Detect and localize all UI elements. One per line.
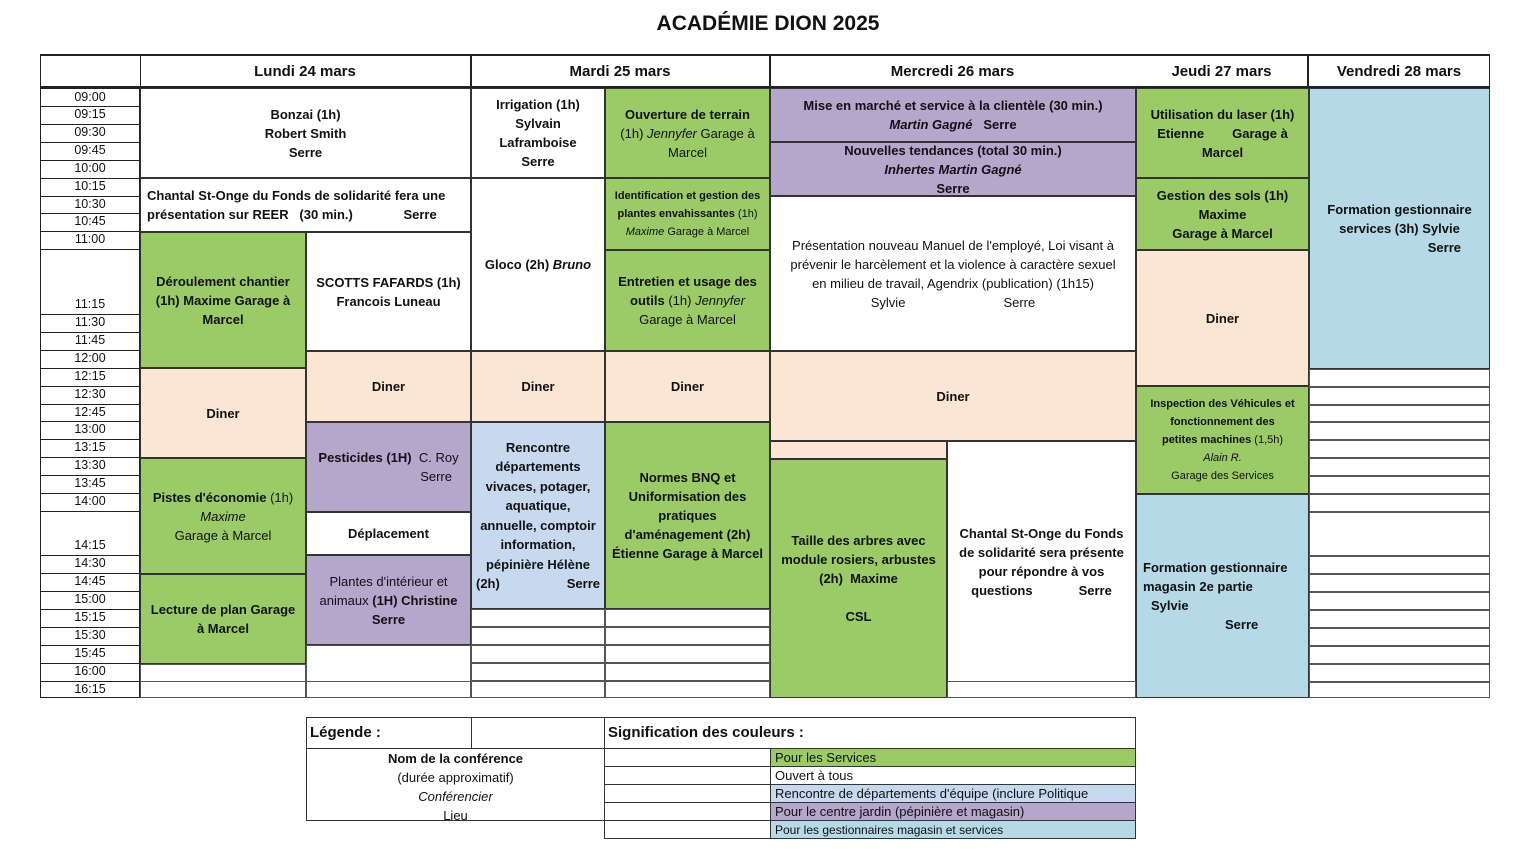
session-location: Serre xyxy=(1427,240,1461,255)
lunch-monday-2: Diner xyxy=(306,351,471,422)
session-speaker: Sylvie xyxy=(1151,598,1189,613)
grid-line xyxy=(40,160,140,161)
time-label: 09:00 xyxy=(74,90,106,104)
day-header-monday: Lundi 24 mars xyxy=(254,62,356,80)
session-location: Serre xyxy=(521,154,555,169)
grid-line xyxy=(40,493,140,494)
session-title: Normes BNQ et xyxy=(639,470,736,485)
legend-cell xyxy=(604,748,771,767)
session-rencontre-departements xyxy=(471,422,605,609)
session-location: Garage des Services xyxy=(1171,470,1274,482)
session-title: Taille des arbres avec xyxy=(791,533,926,548)
legend-cell xyxy=(604,802,771,821)
session-chantal-reer xyxy=(140,178,471,232)
session-gestion-sols xyxy=(1136,178,1309,250)
empty-slot xyxy=(471,609,605,627)
grid-line xyxy=(40,555,140,556)
time-label: 12:45 xyxy=(74,405,106,419)
session-title: Formation gestionnaire xyxy=(1143,560,1288,575)
session-formation-magasin xyxy=(1136,494,1309,698)
session-ouverture-terrain xyxy=(605,88,770,178)
session-taille-arbres xyxy=(770,459,947,698)
grid-line xyxy=(40,231,140,232)
empty-slot xyxy=(1309,512,1490,556)
session-title-cont: fonctionnement des xyxy=(1170,416,1275,428)
session-speaker: Francois Luneau xyxy=(336,293,441,309)
session-location: Garage à xyxy=(1232,125,1288,141)
time-label: 14:15 xyxy=(74,538,106,552)
empty-slot xyxy=(605,663,770,681)
time-label: 15:00 xyxy=(74,592,106,606)
session-title: SCOTTS FAFARDS (1h) xyxy=(316,274,461,290)
empty-slot xyxy=(471,645,605,663)
empty-slot xyxy=(471,627,605,645)
session-title: Formation gestionnaire xyxy=(1327,202,1472,217)
legend-color-services: Pour les Services xyxy=(770,748,1136,767)
session-title: Ouverture de terrain xyxy=(625,106,750,122)
time-label: 12:00 xyxy=(74,351,106,365)
session-title-cont: information, xyxy=(500,537,576,552)
legend-color-rencontre: Rencontre de départements d'équipe (inclure Politique xyxy=(770,784,1136,803)
session-title-cont: plantes envahissantes xyxy=(617,208,735,220)
session-title-cont: d'aménagement (2h) xyxy=(624,527,751,542)
session-location: Garage à xyxy=(696,125,755,141)
time-label: 14:00 xyxy=(74,494,106,508)
session-mise-en-marche xyxy=(770,88,1136,142)
grid-line xyxy=(40,681,140,682)
session-location: Serre xyxy=(420,469,452,484)
session-duration: (1h) xyxy=(664,293,696,308)
time-label: 10:45 xyxy=(74,214,106,228)
grid-line xyxy=(140,54,141,88)
session-duration: (2h) xyxy=(476,576,500,591)
time-label: 15:30 xyxy=(74,628,106,642)
session-location: Serre xyxy=(566,576,600,591)
time-label: 16:15 xyxy=(74,682,106,696)
session-speaker: Inhertes Martin Gagné xyxy=(884,161,1022,177)
empty-slot xyxy=(306,645,471,682)
grid-line xyxy=(40,439,140,440)
session-title-cont: prévenir le harcèlement et la violence à caractère sexuel xyxy=(790,256,1116,272)
time-label: 09:15 xyxy=(74,107,106,121)
grid-line xyxy=(40,142,140,143)
session-irrigation xyxy=(471,88,605,178)
grid-line xyxy=(40,314,140,315)
grid-line xyxy=(40,106,140,107)
lunch-monday-1: Diner xyxy=(140,368,306,458)
session-normes-bnq xyxy=(605,422,770,609)
session-scotts-fafards xyxy=(306,232,471,351)
legend-cell xyxy=(604,784,771,803)
grid-line xyxy=(40,421,140,422)
empty-slot xyxy=(471,663,605,681)
grid-line xyxy=(40,573,140,574)
empty-slot xyxy=(1309,422,1490,440)
grid-line xyxy=(40,124,140,125)
grid-line xyxy=(40,368,140,369)
legend-line-duration: (durée approximatif) xyxy=(397,770,514,785)
empty-slot xyxy=(605,681,770,698)
session-speaker: Alain R. xyxy=(1203,452,1242,464)
empty-slot xyxy=(471,681,605,698)
time-label: 16:00 xyxy=(74,664,106,678)
session-title: Déroulement chantier xyxy=(156,273,290,289)
session-duration: (1h) xyxy=(620,125,648,141)
session-lecture-plan xyxy=(140,574,306,664)
time-label: 12:30 xyxy=(74,387,106,401)
empty-slot xyxy=(1309,628,1490,646)
session-title: Gestion des sols (1h) xyxy=(1156,187,1289,203)
legend-explanation xyxy=(306,748,605,821)
time-label: 14:45 xyxy=(74,574,106,588)
session-title: Plantes d'intérieur et xyxy=(329,573,448,589)
empty-slot xyxy=(1309,556,1490,574)
session-location-cont: Marcel xyxy=(667,144,707,160)
empty-slot xyxy=(605,609,770,627)
session-title: Bonzai (1h) xyxy=(270,106,341,122)
empty-slot xyxy=(1309,664,1490,682)
page-title: ACADÉMIE DION 2025 xyxy=(656,12,880,35)
time-label: 13:15 xyxy=(74,440,106,454)
session-deroulement-chantier xyxy=(140,232,306,368)
legend-line-name: Nom de la conférence xyxy=(387,751,524,766)
session-speaker: Maxime xyxy=(625,226,665,238)
session-speaker: Jennyfer xyxy=(695,293,745,308)
session-title-cont: module rosiers, arbustes xyxy=(781,552,936,567)
session-title: Identification et gestion des xyxy=(614,190,761,202)
session-title-cont: animaux xyxy=(319,592,373,608)
legend-color-ouvert: Ouvert à tous xyxy=(770,766,1136,785)
session-location: CSL xyxy=(845,609,872,624)
empty-slot xyxy=(1309,476,1490,494)
empty-slot xyxy=(1309,387,1490,405)
session-title-cont: pratiques xyxy=(658,508,717,523)
session-speaker: C. Roy xyxy=(411,450,459,465)
grid-line xyxy=(40,697,140,698)
session-speaker: (1H) Christine xyxy=(372,592,458,608)
session-location: Serre xyxy=(288,144,323,160)
session-title-cont: de solidarité sera présente xyxy=(959,544,1124,560)
session-duration: (1,5h) xyxy=(1251,434,1284,446)
day-header-tuesday: Mardi 25 mars xyxy=(569,62,671,80)
time-label: 13:45 xyxy=(74,476,106,490)
grid-line xyxy=(40,249,140,250)
empty-slot xyxy=(1309,369,1490,387)
session-title-cont: aquatique, xyxy=(505,498,571,513)
lunch-tuesday-2: Diner xyxy=(605,351,770,422)
session-title-cont: pour répondre à vos xyxy=(978,563,1105,579)
session-location: Garage à Marcel xyxy=(639,312,736,327)
session-speaker: Robert Smith xyxy=(264,125,347,141)
time-label: 15:45 xyxy=(74,646,106,660)
session-location: Serre xyxy=(1003,294,1036,310)
grid-line xyxy=(40,88,140,89)
empty-slot xyxy=(1309,440,1490,458)
time-label: 15:15 xyxy=(74,610,106,624)
session-location-cont: Marcel xyxy=(1201,144,1244,160)
grid-line xyxy=(40,386,140,387)
grid-line xyxy=(40,404,140,405)
time-label: 10:30 xyxy=(74,197,106,211)
empty-slot xyxy=(306,681,471,698)
session-speaker: Sylvain xyxy=(515,116,561,131)
session-title: Lecture de plan Garage xyxy=(150,602,296,617)
session-title-cont: départements xyxy=(495,459,581,474)
session-location: Garage à Marcel xyxy=(664,226,750,238)
session-speaker: (1h) Maxime Garage à xyxy=(155,292,291,308)
legend-color-gestionnaires: Pour les gestionnaires magasin et services xyxy=(770,820,1136,839)
empty-slot xyxy=(140,664,306,682)
session-title: Présentation nouveau Manuel de l'employé, Loi visant à xyxy=(792,237,1114,253)
legend-label: Légende : xyxy=(310,724,381,741)
empty-slot xyxy=(1309,592,1490,610)
session-speaker: pépinière Hélène xyxy=(485,556,591,572)
session-title-cont: vivaces, potager, xyxy=(485,478,591,494)
session-speaker: Étienne Garage à Marcel xyxy=(611,546,763,561)
time-label: 11:00 xyxy=(74,232,106,246)
empty-slot xyxy=(605,627,770,645)
session-details: présentation sur REER (30 min.) Serre xyxy=(147,207,437,222)
empty-slot xyxy=(1309,574,1490,592)
grid-line xyxy=(470,54,472,88)
time-label: 13:30 xyxy=(74,458,106,472)
grid-line xyxy=(1489,54,1490,88)
time-label: 11:15 xyxy=(74,297,106,311)
session-identification-plantes xyxy=(605,178,770,250)
legend-cell xyxy=(604,766,771,785)
grid-line xyxy=(769,54,771,88)
day-header-thursday: Jeudi 27 mars xyxy=(1171,62,1272,80)
session-pistes-economie xyxy=(140,458,306,574)
session-location: Serre xyxy=(1225,617,1259,632)
session-title-cont: en milieu de travail, Agendrix (publication) (1h15) xyxy=(812,275,1094,291)
session-title: Inspection des Véhicules et xyxy=(1150,398,1295,410)
session-speaker: Bruno xyxy=(552,257,592,272)
session-title: Nouvelles tendances (total 30 min.) xyxy=(844,142,1062,158)
legend-label-cell xyxy=(306,717,472,749)
empty-slot xyxy=(1309,682,1490,698)
session-formation-services xyxy=(1309,88,1490,369)
session-pesticides xyxy=(306,422,471,512)
grid-line xyxy=(40,475,140,476)
session-speaker: Etienne xyxy=(1157,125,1205,141)
legend-cell xyxy=(471,717,605,749)
time-label: 09:45 xyxy=(74,143,106,157)
session-duration: (1h) xyxy=(734,208,758,220)
grid-line xyxy=(1307,54,1309,88)
session-speaker: services (3h) Sylvie xyxy=(1339,221,1460,236)
session-location: Garage à Marcel xyxy=(174,527,272,543)
session-speaker: Sylvie xyxy=(870,294,906,310)
session-location: Serre xyxy=(983,117,1017,132)
empty-slot xyxy=(1309,405,1490,422)
session-location: Garage à Marcel xyxy=(1172,225,1273,241)
lunch-thursday: Diner xyxy=(1136,250,1309,386)
grid-line xyxy=(40,627,140,628)
time-label: 10:00 xyxy=(74,161,106,175)
session-speaker: Martin Gagné xyxy=(889,117,973,132)
legend-line-speaker: Conférencier xyxy=(418,789,493,804)
session-deplacement: Déplacement xyxy=(306,512,471,555)
session-location: Marcel xyxy=(202,311,244,327)
session-title: Gloco (2h) xyxy=(484,257,553,272)
legend-line-location: Lieu xyxy=(443,808,468,823)
session-title: Utilisation du laser (1h) xyxy=(1150,106,1295,122)
session-title-cont: outils xyxy=(630,293,665,308)
legend-colors-title: Signification des couleurs : xyxy=(608,724,804,741)
session-title: Entretien et usage des xyxy=(618,274,757,289)
session-speaker: (2h) Maxime xyxy=(819,571,898,586)
empty-slot xyxy=(1309,494,1490,512)
grid-line xyxy=(40,457,140,458)
grid-line xyxy=(40,609,140,610)
session-speaker-cont: Laframboise xyxy=(499,135,577,150)
session-title: Irrigation (1h) xyxy=(496,97,580,112)
session-manuel-employe xyxy=(770,196,1136,351)
grid-line xyxy=(40,645,140,646)
session-duration: (1h) xyxy=(266,489,294,505)
session-gloco xyxy=(471,178,605,351)
time-label: 12:15 xyxy=(74,369,106,383)
session-chantal-fonds xyxy=(947,441,1136,682)
lunch-tuesday-1: Diner xyxy=(471,351,605,422)
time-label: 11:30 xyxy=(74,315,106,329)
time-label: 14:30 xyxy=(74,556,106,570)
time-label: 11:45 xyxy=(74,333,106,347)
empty-slot xyxy=(140,681,306,698)
empty-slot xyxy=(1309,610,1490,628)
session-entretien-outils xyxy=(605,250,770,351)
session-title-cont: Uniformisation des xyxy=(628,489,747,504)
grid-line xyxy=(40,332,140,333)
session-title: Chantal St-Onge du Fonds xyxy=(959,525,1124,541)
session-plantes-interieur xyxy=(306,555,471,645)
legend-colors-title-cell xyxy=(604,717,1136,749)
empty-slot xyxy=(770,441,947,459)
empty-slot xyxy=(605,645,770,663)
session-speaker: Jennyfer xyxy=(647,125,697,141)
session-title: Pistes d'économie xyxy=(152,489,267,505)
grid-line xyxy=(40,511,140,512)
session-title: Chantal St-Onge du Fonds de solidarité fera une xyxy=(147,188,446,203)
session-location: Serre xyxy=(1078,582,1112,598)
session-title-cont: magasin 2e partie xyxy=(1143,579,1253,594)
day-header-wednesday: Mercredi 26 mars xyxy=(890,62,1015,80)
grid-line xyxy=(40,663,140,664)
grid-line xyxy=(40,213,140,214)
session-location: Serre xyxy=(371,611,406,627)
session-laser xyxy=(1136,88,1309,178)
session-inspection-vehicules xyxy=(1136,386,1309,494)
session-bonzai xyxy=(140,88,471,178)
legend-color-centre-jardin: Pour le centre jardin (pépinière et magasin) xyxy=(770,802,1136,821)
grid-line xyxy=(40,591,140,592)
grid-line xyxy=(40,196,140,197)
grid-line xyxy=(40,178,140,179)
empty-slot xyxy=(1309,646,1490,664)
time-label: 13:00 xyxy=(74,422,106,436)
session-title: Pesticides (1H) xyxy=(318,450,412,465)
session-title-cont: petites machines xyxy=(1161,434,1252,446)
legend-cell xyxy=(604,820,771,839)
session-title-cont: questions xyxy=(971,582,1033,598)
grid-line xyxy=(40,350,140,351)
session-title-cont: annuelle, comptoir xyxy=(480,517,596,533)
session-location: Serre xyxy=(936,180,970,196)
session-location: à Marcel xyxy=(196,621,250,636)
session-speaker: Maxime xyxy=(1198,206,1247,222)
lunch-wednesday: Diner xyxy=(770,351,1136,441)
empty-slot xyxy=(1309,458,1490,476)
session-speaker: Maxime xyxy=(200,508,246,524)
empty-slot xyxy=(947,681,1136,698)
session-title: Mise en marché et service à la clientèle (30 min.) xyxy=(803,98,1103,113)
time-label: 10:15 xyxy=(74,179,106,193)
time-label: 09:30 xyxy=(74,125,106,139)
session-title: Rencontre xyxy=(505,439,571,455)
day-header-friday: Vendredi 28 mars xyxy=(1336,62,1462,80)
session-nouvelles-tendances xyxy=(770,142,1136,196)
